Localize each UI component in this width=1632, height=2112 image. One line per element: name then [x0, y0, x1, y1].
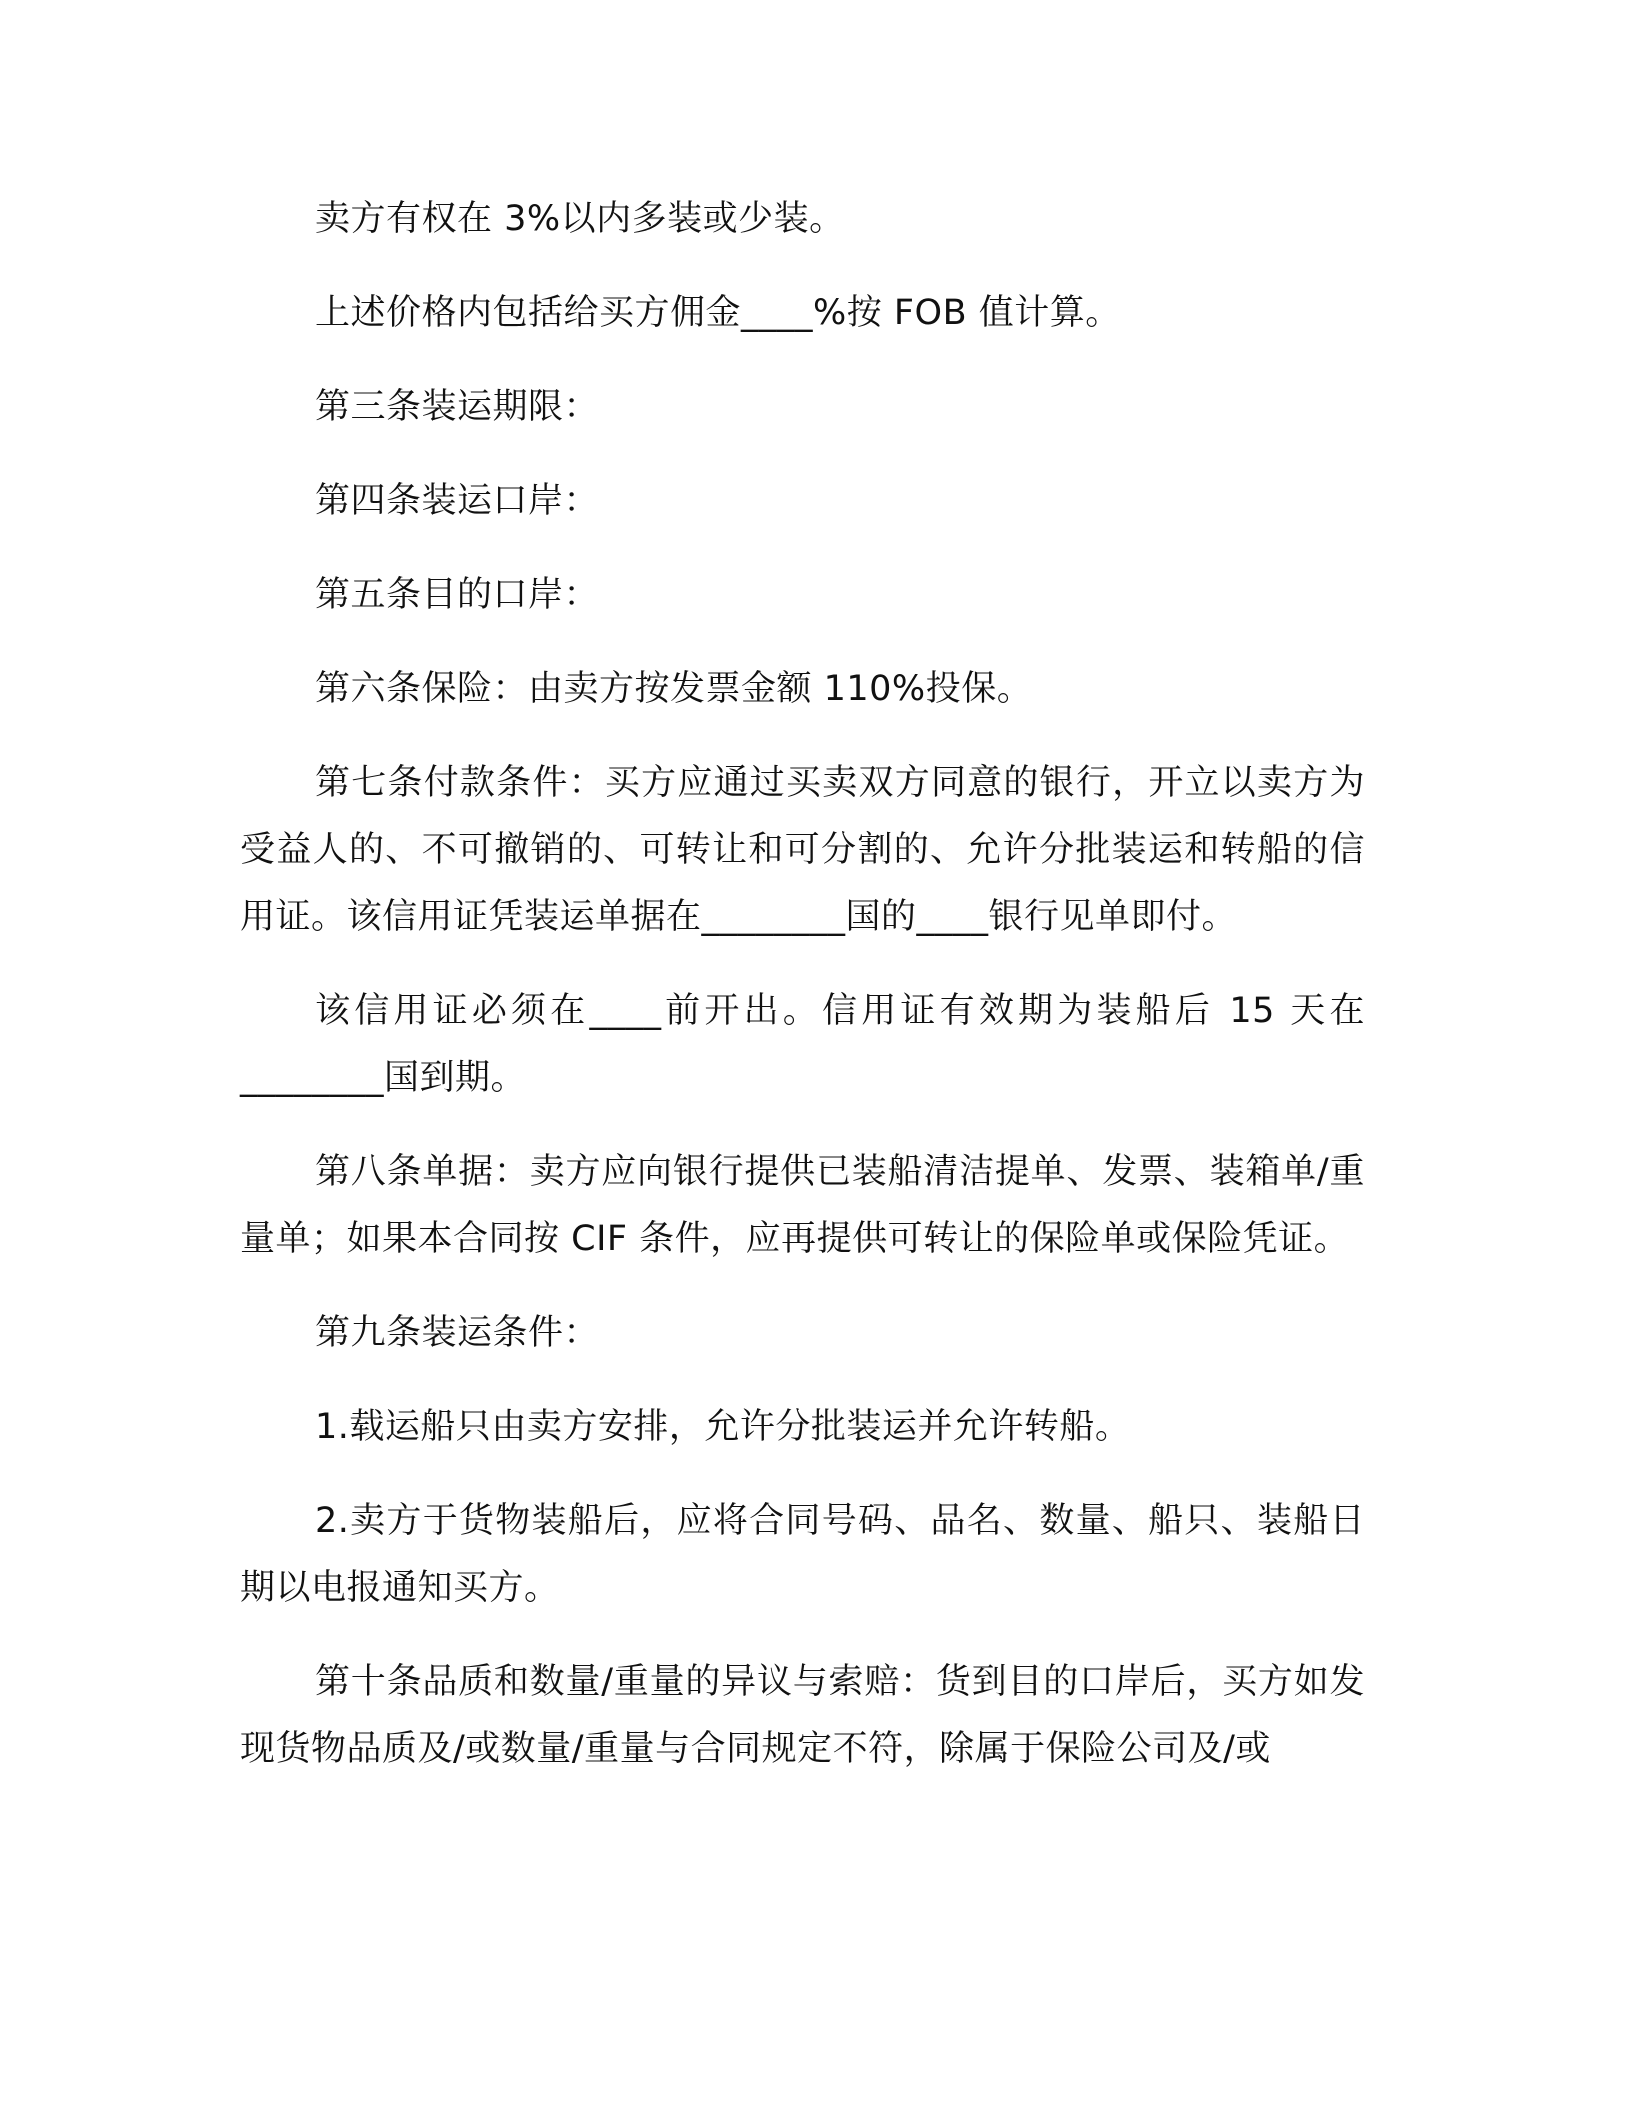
paragraph-overload-allowance: 卖方有权在 3%以内多装或少装。 — [315, 199, 845, 239]
paragraph-article-8-documents: 第八条单据：卖方应向银行提供已装船清洁提单、发票、装箱单/重量单；如果本合同按 CIF 条件，应再提供可转让的保险单或保险凭证。 — [240, 1152, 1365, 1259]
paragraph-shipping-term-1: 1.载运船只由卖方安排，允许分批装运并允许转船。 — [315, 1407, 1131, 1447]
document-body — [240, 186, 1365, 1810]
paragraph-article-9-shipping-terms: 第九条装运条件： — [315, 1313, 600, 1353]
paragraph-article-3-shipment-period: 第三条装运期限： — [315, 387, 600, 427]
paragraph-article-5-port-of-destination: 第五条目的口岸： — [315, 575, 600, 615]
paragraph-article-4-port-of-loading: 第四条装运口岸： — [315, 481, 600, 521]
paragraph-credit-validity: 该信用证必须在____前开出。信用证有效期为装船后 15 天在________国到期。 — [240, 991, 1365, 1098]
paragraph-article-6-insurance: 第六条保险：由卖方按发票金额 110%投保。 — [315, 669, 1033, 709]
paragraph-article-10-claims: 第十条品质和数量/重量的异议与索赔：货到目的口岸后，买方如发现货物品质及/或数量/重量与合同规定不符，除属于保险公司及/或 — [240, 1662, 1365, 1769]
paragraph-article-7-payment: 第七条付款条件：买方应通过买卖双方同意的银行，开立以卖方为受益人的、不可撤销的、可转让和可分割的、允许分批装运和转船的信用证。该信用证凭装运单据在________国的____银行见单即付。 — [240, 763, 1365, 937]
paragraph-commission: 上述价格内包括给买方佣金____%按 FOB 值计算。 — [315, 293, 1121, 333]
paragraph-shipping-term-2: 2.卖方于货物装船后，应将合同号码、品名、数量、船只、装船日期以电报通知买方。 — [240, 1501, 1365, 1608]
